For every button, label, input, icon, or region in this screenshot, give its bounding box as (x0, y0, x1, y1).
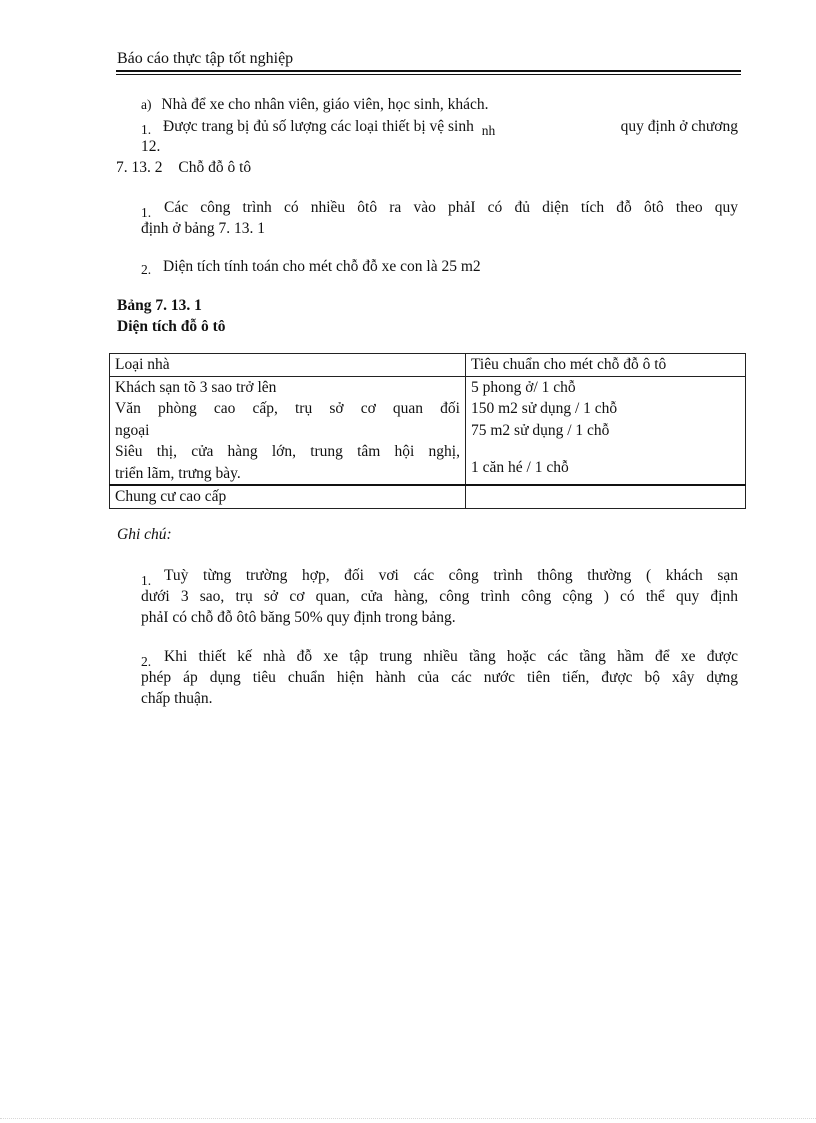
cell-line: 150 m2 sử dụng / 1 chỗ (471, 400, 618, 417)
list-marker: 1. (141, 205, 152, 220)
table-caption-number: Bảng 7. 13. 1 (117, 297, 202, 314)
table-cell (466, 485, 746, 508)
list-item-text: Nhà để xe cho nhân viên, giáo viên, học sinh, khách. (161, 96, 489, 113)
header-rule-thin (116, 74, 741, 75)
section-number: 7. 13. 2 (116, 159, 163, 176)
note-2-line-1: Khi thiết kế nhà đỗ xe tập trung nhiều tầng hoặc các tầng hầm để xe được (164, 648, 738, 665)
notes-title: Ghi chú: (117, 526, 172, 543)
table-cell-building-types (110, 376, 466, 485)
table-row (110, 485, 746, 508)
page-bottom-border (0, 1118, 816, 1119)
note-1-line-3: phảI có chỗ đỗ ôtô băng 50% quy định trong bảng. (141, 609, 456, 626)
table-header-cell: Loại nhà (110, 354, 466, 377)
list-item-text-end: quy định ở chương (620, 118, 738, 135)
page-header-title: Báo cáo thực tập tốt nghiệp (117, 50, 294, 67)
note-1-line-1: Tuỳ từng trường hợp, đối vơi các công trình thông thường ( khách sạn (164, 567, 738, 584)
table-header-cell: Tiêu chuẩn cho mét chỗ đỗ ô tô (466, 354, 746, 377)
list-marker: 1. (141, 573, 152, 588)
header-rule-thick (116, 70, 741, 72)
list-item-1 (141, 118, 738, 136)
cell-line: Siêu thị, cửa hàng lớn, trung tâm hội nghị, (115, 443, 460, 460)
list-marker: 2. (141, 262, 152, 277)
cell-line: 75 m2 sử dụng / 1 chỗ (471, 421, 610, 439)
section-title: Chỗ đỗ ô tô (178, 159, 252, 176)
section-heading (116, 159, 251, 177)
list-item-1-continuation: 12. (141, 138, 161, 155)
note-1-line-2: dưới 3 sao, trụ sở cơ quan, cửa hàng, công trình công cộng ) có thể quy định (141, 588, 738, 605)
list-item-text: Được trang bị đủ số lượng các loại thiết bị vệ sinh (163, 118, 474, 135)
paragraph-1-line-2: định ở bảng 7. 13. 1 (141, 220, 266, 237)
list-item-a (141, 96, 489, 114)
table-header-row (110, 354, 746, 377)
table-row (110, 376, 746, 485)
paragraph-2-text: Diện tích tính toán cho mét chỗ đỗ xe con là 25 m2 (163, 258, 481, 275)
paragraph-marker (141, 201, 151, 219)
cell-line: triển lãm, trưng bày. (115, 464, 241, 482)
paragraph-2 (141, 258, 481, 276)
paragraph-1-line-1: Các công trình có nhiều ôtô ra vào phảI có đủ diện tích đỗ ôtô theo quy (164, 199, 738, 216)
list-marker: 1. (141, 122, 152, 137)
table-cell: Chung cư cao cấp (110, 485, 466, 508)
list-marker: 2. (141, 654, 152, 669)
note-2-line-3: chấp thuận. (141, 690, 213, 707)
cell-line: Văn phòng cao cấp, trụ sở cơ quan đối (115, 400, 460, 417)
cell-line: Khách sạn tõ 3 sao trở lên (115, 378, 277, 396)
note-2-line-2: phép áp dụng tiêu chuẩn hiện hành của các nước tiên tiến, được bộ xây dựng (141, 669, 738, 686)
note-1-marker (141, 569, 151, 587)
note-2-marker (141, 650, 151, 668)
cell-line: 5 phong ở/ 1 chỗ (471, 378, 576, 396)
table-cell-standards (466, 376, 746, 485)
cell-line: 1 căn hé / 1 chỗ (471, 458, 569, 476)
list-marker: a) (141, 97, 152, 112)
parking-table (109, 353, 746, 509)
cell-line: ngoại (115, 421, 150, 439)
table-caption-title: Diện tích đỗ ô tô (117, 318, 226, 335)
list-item-subscript: nh (481, 123, 496, 138)
